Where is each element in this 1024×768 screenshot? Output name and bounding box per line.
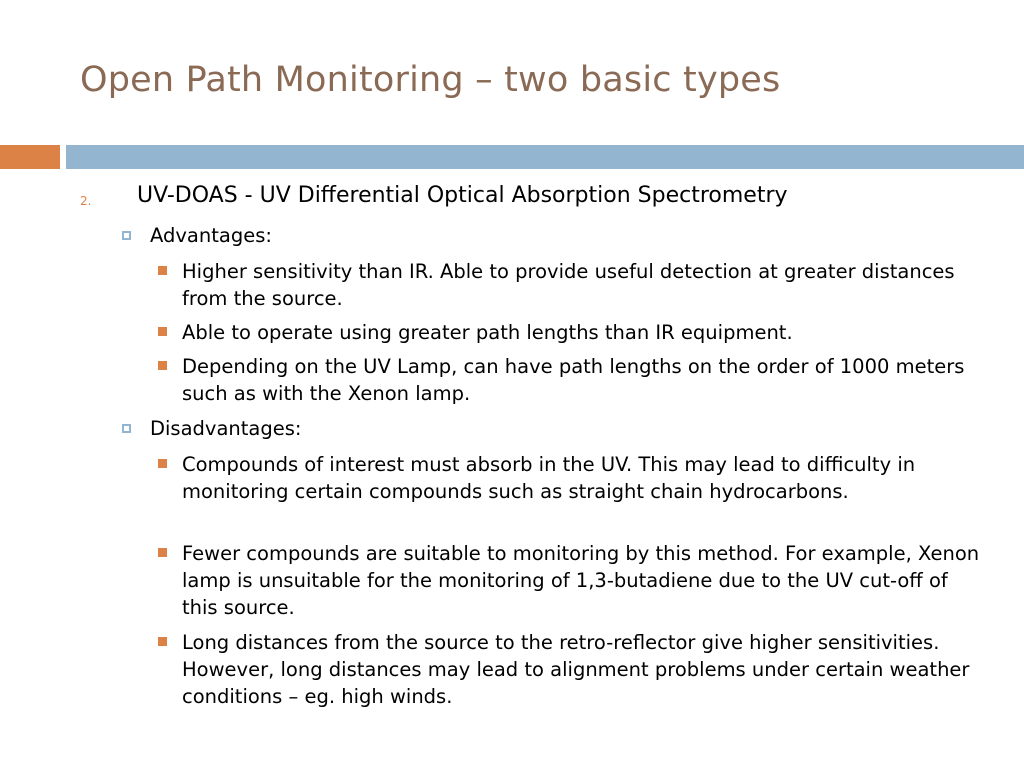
accent-bar-blue: [66, 145, 1024, 169]
square-bullet-icon: [122, 231, 131, 240]
advantage-text: Depending on the UV Lamp, can have path lengths on the order of 1000 meters such as with the Xenon lamp.: [182, 355, 965, 405]
square-bullet-icon: [158, 548, 167, 557]
square-bullet-icon: [158, 459, 167, 468]
square-bullet-icon: [122, 424, 131, 433]
disadvantage-text: Compounds of interest must absorb in the UV. This may lead to difficulty in monitoring certain compounds such as straight chain hydrocarbons.: [182, 453, 916, 503]
item-number: 2.: [80, 194, 92, 208]
disadvantage-text: Long distances from the source to the retro-reflector give higher sensitivities. However, long distances may lead to alignment problems under certain weather conditions – eg. high winds.: [182, 631, 970, 708]
square-bullet-icon: [158, 327, 167, 336]
item-heading: UV-DOAS - UV Differential Optical Absorption Spectrometry: [137, 183, 788, 208]
advantage-text: Higher sensitivity than IR. Able to provide useful detection at greater distances from the source.: [182, 260, 955, 310]
square-bullet-icon: [158, 266, 167, 275]
square-bullet-icon: [158, 637, 167, 646]
accent-bar-orange: [0, 145, 60, 169]
square-bullet-icon: [158, 361, 167, 370]
advantages-label: Advantages:: [150, 224, 272, 247]
advantage-text: Able to operate using greater path lengths than IR equipment.: [182, 321, 793, 344]
disadvantage-text: Fewer compounds are suitable to monitoring by this method. For example, Xenon lamp is unsuitable for the monitoring of 1,3-butadiene due to the UV cut-off of this source.: [182, 542, 980, 619]
slide-title: Open Path Monitoring – two basic types: [80, 60, 781, 100]
disadvantages-label: Disadvantages:: [150, 417, 302, 440]
